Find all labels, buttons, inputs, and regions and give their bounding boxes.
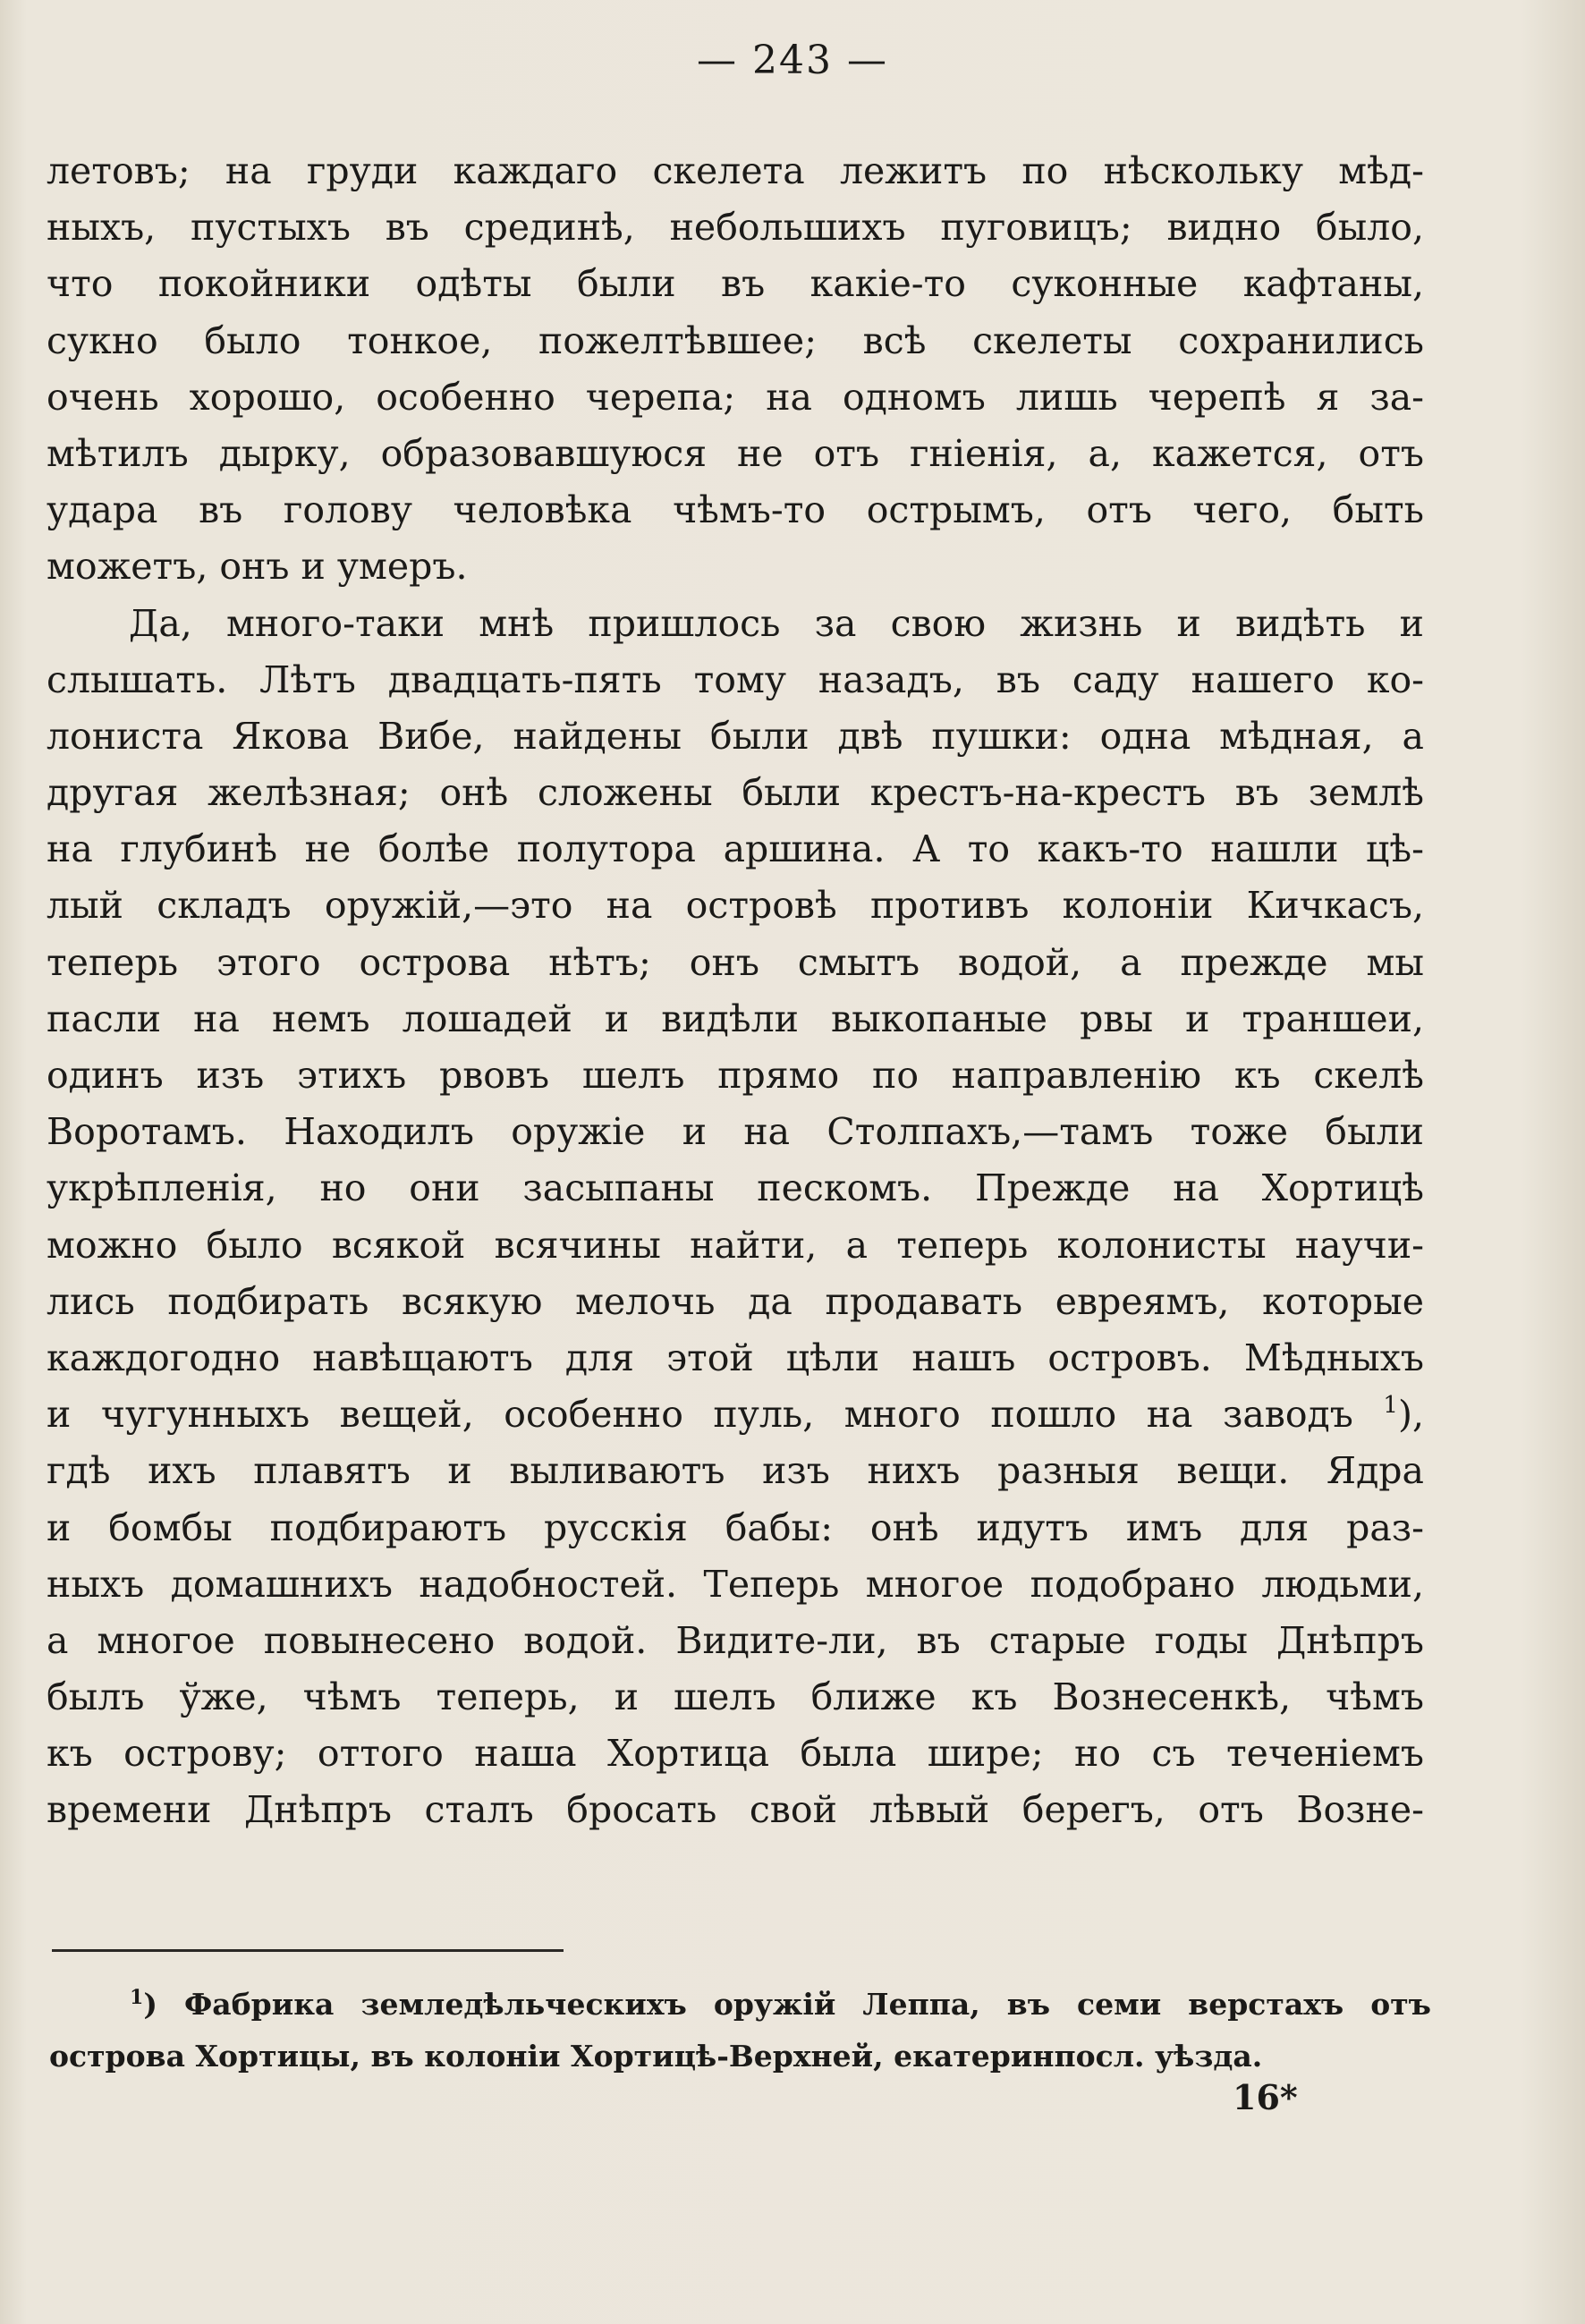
text-line: къ острову; оттого наша Хортица была шире; но съ теченіемъ — [47, 1732, 1424, 1776]
text-line: былъ ўже, чѣмъ теперь, и шелъ ближе къ Вознесенкѣ, чѣмъ — [47, 1675, 1424, 1719]
text-line: другая желѣзная; онѣ сложены были крестъ-на-крестъ въ землѣ — [47, 771, 1424, 815]
text-line: ныхъ, пустыхъ въ срединѣ, небольшихъ пуговицъ; видно было, — [47, 206, 1424, 250]
text-line: можетъ, онъ и умеръ. — [47, 545, 468, 589]
text-line-content: и чугунныхъ вещей, особенно пуль, много пошло на заводъ — [47, 1393, 1353, 1437]
text-line: гдѣ ихъ плавятъ и выливаютъ изъ нихъ разныя вещи. Ядра — [47, 1449, 1424, 1493]
page-number-header: — 243 — — [697, 38, 888, 83]
text-line-with-footnote — [47, 1387, 1424, 1443]
text-line: одинъ изъ этихъ рвовъ шелъ прямо по направленію къ скелѣ — [47, 1054, 1424, 1097]
text-line: летовъ; на груди каждаго скелета лежитъ по нѣскольку мѣд- — [47, 149, 1424, 192]
footnote-text: Фабрика земледѣльческихъ оружій Леппа, въ семи верстахъ отъ — [183, 1987, 1431, 2022]
body-text — [47, 143, 1424, 1839]
text-line: на глубинѣ не болѣе полутора аршина. А то какъ-то нашли цѣ- — [47, 827, 1424, 871]
text-line: что покойники одѣты были въ какіе-то суконные кафтаны, — [47, 262, 1424, 306]
text-line: лониста Якова Вибе, найдены были двѣ пушки: одна мѣдная, а — [47, 714, 1424, 758]
text-line: времени Днѣпръ сталъ бросать свой лѣвый берегъ, отъ Возне- — [47, 1788, 1424, 1832]
footnote-reference: 1 — [1383, 1392, 1398, 1420]
text-line: теперь этого острова нѣтъ; онъ смытъ водой, а прежде мы — [47, 940, 1424, 984]
text-line: лый складъ оружій,—это на островѣ противъ колоніи Кичкасъ, — [47, 884, 1424, 928]
text-line: пасли на немъ лошадей и видѣли выкопаные рвы и траншеи, — [47, 997, 1424, 1040]
text-line: удара въ голову человѣка чѣмъ-то острымъ, отъ чего, быть — [47, 488, 1424, 532]
footnote-reference-suffix: ), — [1397, 1393, 1424, 1437]
footnote-divider — [52, 1949, 564, 1952]
footnote-marker: 1 — [130, 1986, 144, 2009]
text-line: слышать. Лѣтъ двадцать-пять тому назадъ, въ саду нашего ко- — [47, 657, 1424, 701]
text-line: каждогодно навѣщаютъ для этой цѣли нашъ островъ. Мѣдныхъ — [47, 1336, 1424, 1379]
text-line: ныхъ домашнихъ надобностей. Теперь многое подобрано людьми, — [47, 1562, 1424, 1606]
footnote-line — [49, 1979, 1431, 2031]
text-line: можно было всякой всячины найти, а теперь колонисты научи- — [47, 1223, 1424, 1267]
footnote-marker-suffix: ) — [143, 1987, 157, 2022]
signature-mark: 16* — [1233, 2077, 1298, 2117]
text-line: мѣтилъ дырку, образовавшуюся не отъ гніенія, а, кажется, отъ — [47, 431, 1424, 475]
text-line: укрѣпленія, но они засыпаны пескомъ. Прежде на Хортицѣ — [47, 1166, 1424, 1210]
footnote — [49, 1979, 1431, 2082]
text-line: сукно было тонкое, пожелтѣвшее; всѣ скелеты сохранились — [47, 318, 1424, 362]
text-line: Да, много-таки мнѣ пришлось за свою жизнь и видѣть и — [129, 601, 1424, 645]
text-line: и бомбы подбираютъ русскія бабы: онѣ идутъ имъ для раз- — [47, 1506, 1424, 1549]
footnote-line: острова Хортицы, въ колоніи Хортицѣ-Верхней, екатеринпосл. уѣзда. — [49, 2039, 1263, 2074]
text-line: а многое повынесено водой. Видите-ли, въ старые годы Днѣпръ — [47, 1618, 1424, 1662]
text-line: лись подбирать всякую мелочь да продавать евреямъ, которые — [47, 1279, 1424, 1323]
text-line: очень хорошо, особенно черепа; на одномъ лишь черепѣ я за- — [47, 375, 1424, 419]
text-line: Воротамъ. Находилъ оружіе и на Столпахъ,—тамъ тоже были — [47, 1110, 1424, 1154]
